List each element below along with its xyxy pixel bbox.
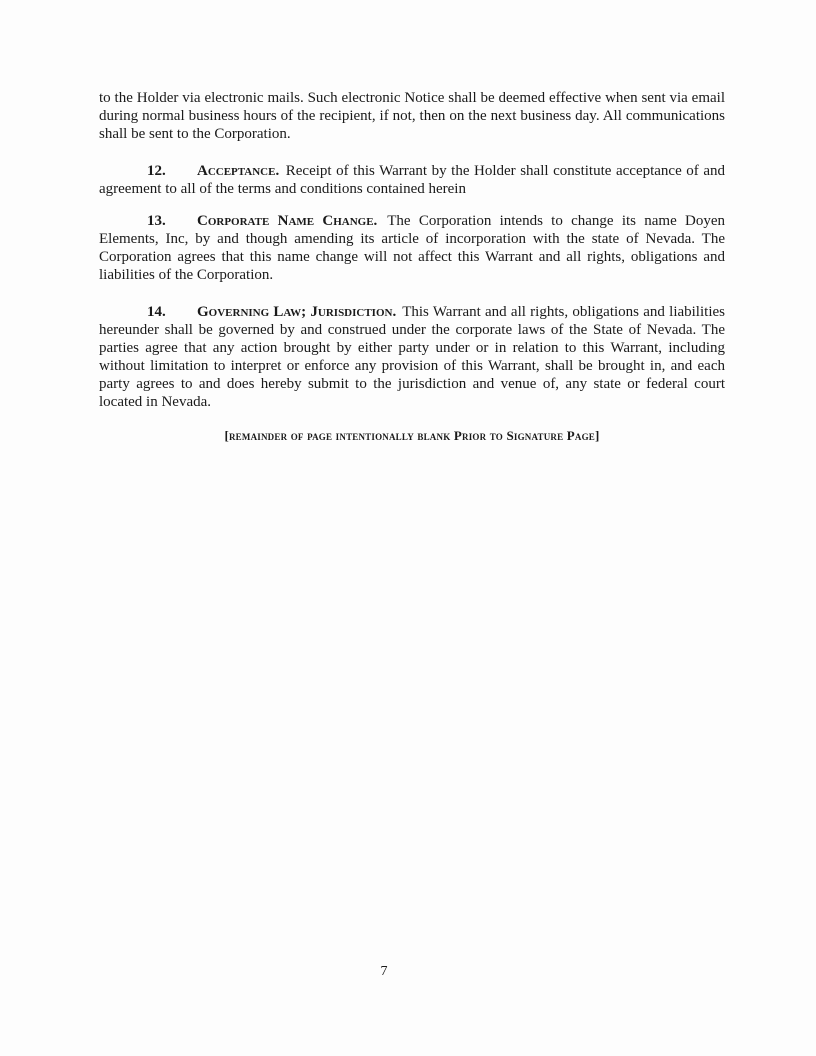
section-body: This Warrant and all rights, obligations and liabilities hereunder shall be governed by and construed under the corporate laws of the State of Nevada. The parties agree that any action brought by either party under or in relation to this Warrant, including without limitation to interpret or enforce any provision of this Warrant, shall be brought in, and each party agrees to and does hereby submit to the jurisdiction and venue of, any state or federal court located in Nevada. — [99, 304, 725, 410]
section-heading: Acceptance. — [197, 163, 280, 179]
section-number: 13. — [147, 213, 166, 229]
section-13-corporate-name-change — [99, 212, 725, 284]
section-number: 12. — [147, 163, 166, 179]
intro-paragraph: to the Holder via electronic mails. Such electronic Notice shall be deemed effective when sent via email during normal business hours of the recipient, if not, then on the next business day. All communications shall be sent to the Corporation. — [99, 90, 725, 142]
remainder-blank-note: [remainder of page intentionally blank Prior to Signature Page] — [224, 428, 600, 443]
page-number: 7 — [380, 964, 388, 979]
section-14-governing-law — [99, 303, 725, 411]
section-number: 14. — [147, 304, 166, 320]
section-12-acceptance — [99, 162, 725, 198]
section-body: The Corporation intends to change its name Doyen Elements, Inc, by and though amending its article of incorporation with the state of Nevada. The Corporation agrees that this name change will not affect this Warrant and all rights, obligations and liabilities of the Corporation. — [99, 213, 725, 283]
section-heading: Governing Law; Jurisdiction. — [197, 304, 397, 320]
section-body: Receipt of this Warrant by the Holder shall constitute acceptance of and agreement to all of the terms and conditions contained herein — [99, 163, 725, 197]
section-heading: Corporate Name Change. — [197, 213, 378, 229]
